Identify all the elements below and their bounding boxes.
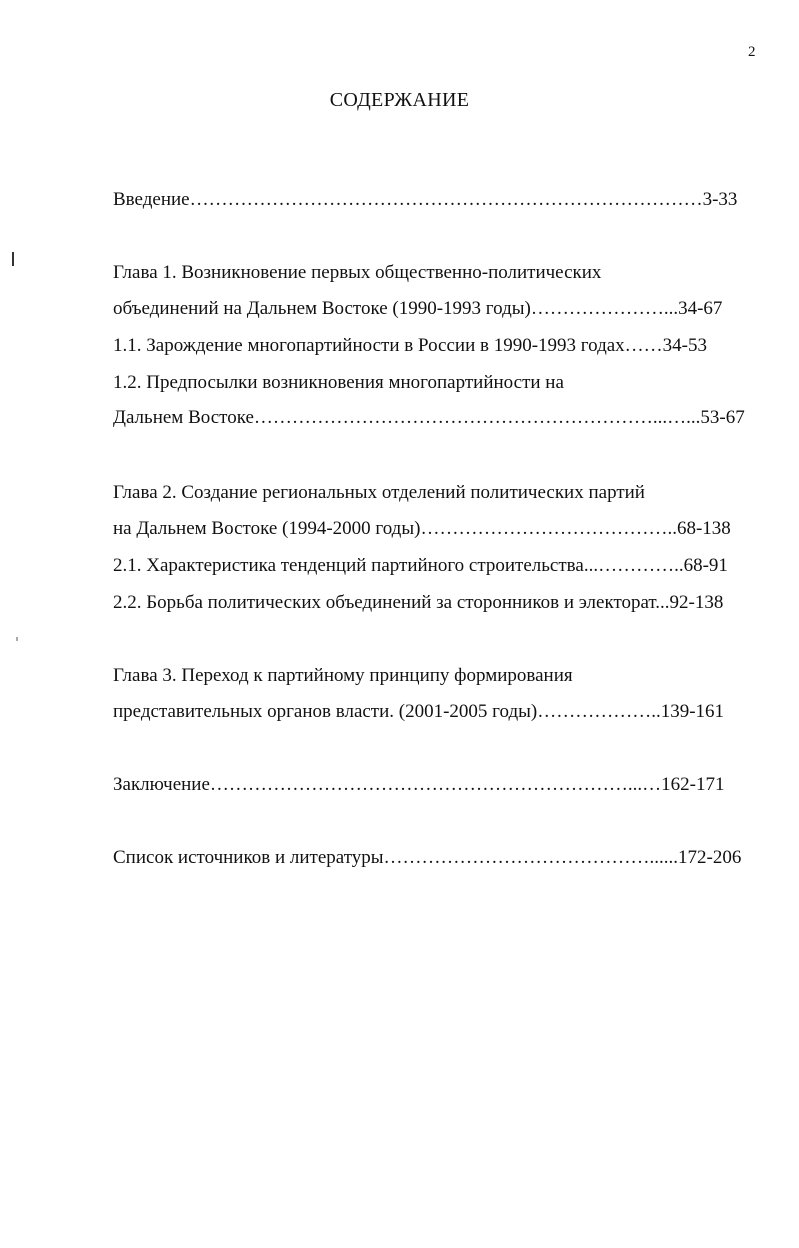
margin-mark xyxy=(12,252,14,266)
page-number: 2 xyxy=(748,44,756,60)
toc-section-2-2: 2.2. Борьба политических объединений за сторонников и электорат...92-138 xyxy=(113,592,724,613)
toc-chapter-2-line-2: на Дальнем Востоке (1994-2000 годы)…………………………………..68-138 xyxy=(113,518,731,539)
toc-chapter-2-line-1: Глава 2. Создание региональных отделений политических партий xyxy=(113,482,645,503)
toc-chapter-3-line-2: представительных органов власти. (2001-2005 годы)………………..139-161 xyxy=(113,701,725,722)
toc-section-1-2-line-2: Дальнем Востоке………………………………………………………...…...53-67 xyxy=(113,407,745,428)
toc-chapter-1-line-1: Глава 1. Возникновение первых общественно-политических xyxy=(113,262,602,283)
toc-chapter-3-line-1: Глава 3. Переход к партийному принципу формирования xyxy=(113,665,573,686)
toc-bibliography: Список источников и литературы……………………………………......172-206 xyxy=(113,847,742,868)
toc-chapter-1-line-2: объединений на Дальнем Востоке (1990-1993 годы)…………………...34-67 xyxy=(113,298,723,319)
toc-section-2-1: 2.1. Характеристика тенденций партийного строительства...…………..68-91 xyxy=(113,555,728,576)
page-title: СОДЕРЖАНИЕ xyxy=(329,89,470,111)
margin-dot xyxy=(16,637,18,641)
toc-section-1-2-line-1: 1.2. Предпосылки возникновения многопартийности на xyxy=(113,372,564,393)
toc-introduction: Введение………………………………………………………………………3-33 xyxy=(113,189,738,210)
toc-conclusion: Заключение…………………………………………………………...…162-171 xyxy=(113,774,725,795)
toc-section-1-1: 1.1. Зарождение многопартийности в России в 1990-1993 годах……34-53 xyxy=(113,335,708,356)
